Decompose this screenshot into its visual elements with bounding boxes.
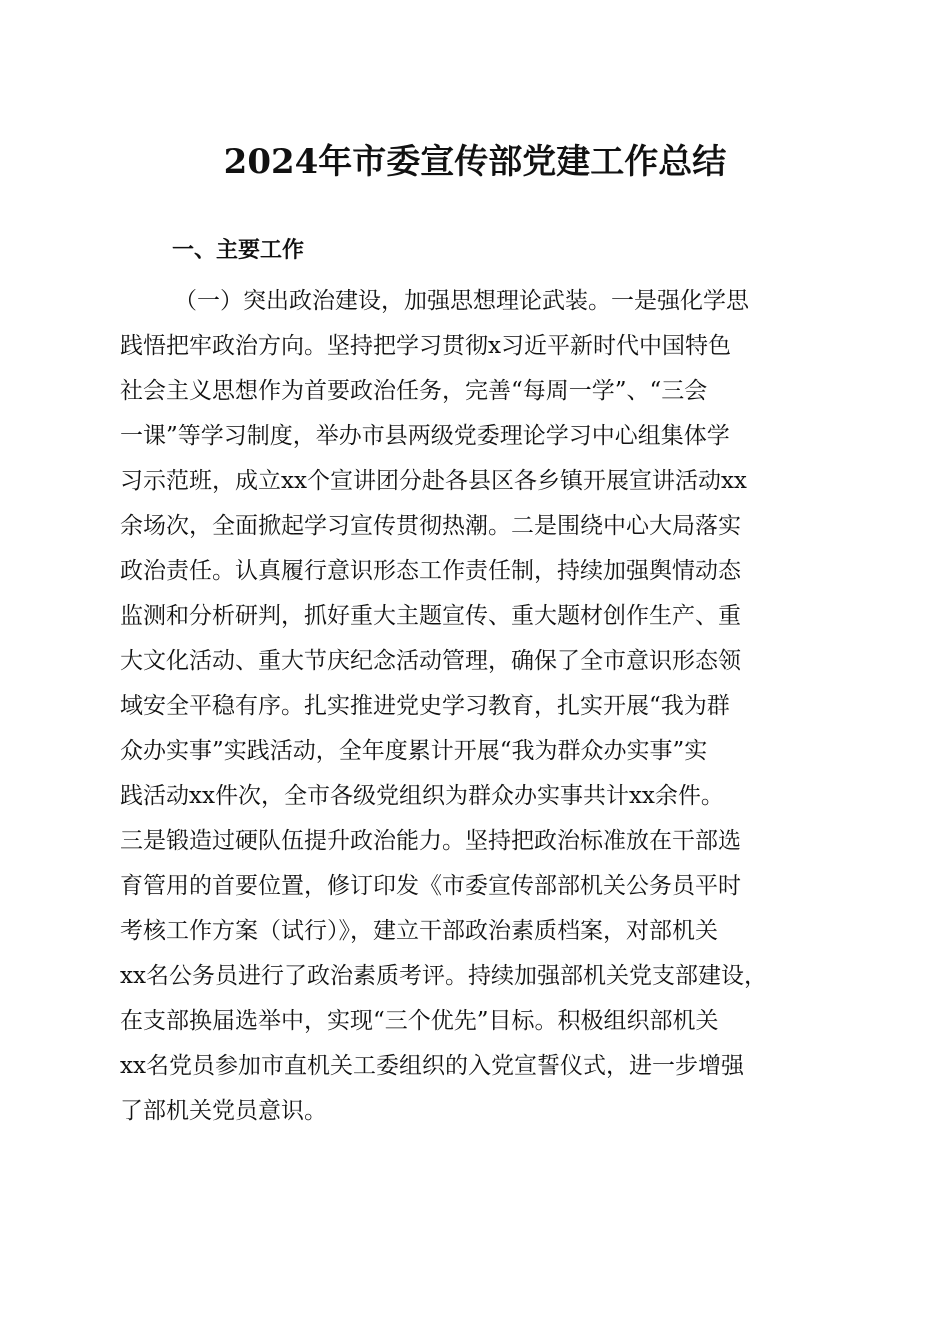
- paragraph-line: 三是锻造过硬队伍提升政治能力。坚持把政治标准放在干部选: [120, 828, 741, 854]
- document-title: 2024年市委宣传部党建工作总结: [223, 142, 727, 182]
- paragraph-line: 余场次，全面掀起学习宣传贯彻热潮。二是围绕中心大局落实: [120, 513, 741, 539]
- section-heading: 一、主要工作: [172, 238, 305, 263]
- paragraph-line: 众办实事”实践活动，全年度累计开展“我为群众办实事”实: [120, 738, 708, 764]
- paragraph-line: xx名公务员进行了政治素质考评。持续加强部机关党支部建设，: [120, 963, 767, 989]
- paragraph-line: 社会主义思想作为首要政治任务，完善“每周一学”、“三会: [120, 378, 708, 404]
- paragraph-line: 政治责任。认真履行意识形态工作责任制，持续加强舆情动态: [120, 558, 741, 584]
- body-paragraph: [120, 279, 830, 1134]
- paragraph-line: （一）突出政治建设，加强思想理论武装。一是强化学思: [174, 288, 749, 314]
- paragraph-line: 考核工作方案（试行）》，建立干部政治素质档案，对部机关: [120, 918, 718, 944]
- paragraph-line: xx名党员参加市直机关工委组织的入党宣誓仪式，进一步增强: [120, 1053, 744, 1079]
- paragraph-line: 育管用的首要位置，修订印发《市委宣传部部机关公务员平时: [120, 873, 741, 899]
- paragraph-line: 了部机关党员意识。: [120, 1098, 327, 1124]
- paragraph-line: 践悟把牢政治方向。坚持把学习贯彻x习近平新时代中国特色: [120, 333, 731, 359]
- paragraph-line: 习示范班，成立xx个宣讲团分赴各县区各乡镇开展宣讲活动xx: [120, 468, 747, 494]
- paragraph-line: 域安全平稳有序。扎实推进党史学习教育，扎实开展“我为群: [120, 693, 730, 719]
- paragraph-line: 一课”等学习制度，举办市县两级党委理论学习中心组集体学: [120, 423, 730, 449]
- paragraph-line: 在支部换届选举中，实现“三个优先”目标。积极组织部机关: [120, 1008, 719, 1034]
- paragraph-line: 践活动xx件次，全市各级党组织为群众办实事共计xx余件。: [120, 783, 724, 809]
- paragraph-line: 监测和分析研判，抓好重大主题宣传、重大题材创作生产、重: [120, 603, 741, 629]
- paragraph-line: 大文化活动、重大节庆纪念活动管理，确保了全市意识形态领: [120, 648, 741, 674]
